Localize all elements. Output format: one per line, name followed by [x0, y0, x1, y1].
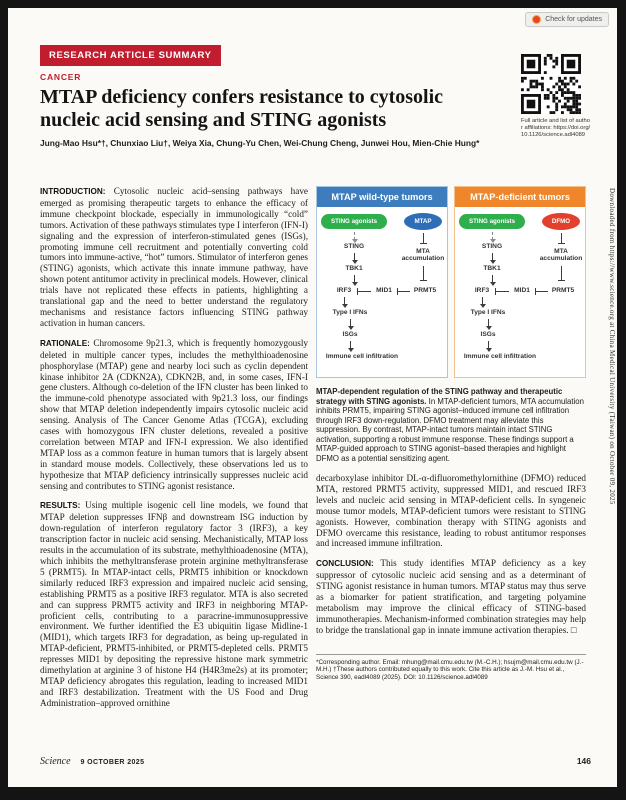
arrow-icon	[492, 253, 493, 261]
inhibition-icon	[423, 233, 424, 244]
node-mid1: MID1	[376, 287, 392, 294]
figure-caption-text: In MTAP-deficient tumors, MTA accumulation inhibits PRMT5, impairing STING agonist–induced immune cell infiltration through IRF3 down-regulation. DFMO treatment may alleviate this suppression. By contrast, MTAP-intact tumors maintain intact STING activation, supporting a robust immune response. These findings support a MTAP-guided approach to STING agonist–based therapies and highlight DFMO as a potential sensitizing agent.	[316, 396, 584, 463]
dashed-arrow-icon	[492, 232, 493, 240]
article-title: MTAP deficiency confers resistance to cytosolic nucleic acid sensing and STING agonists	[40, 86, 444, 131]
node-prmt5: PRMT5	[413, 287, 437, 294]
node-sting: STING	[343, 243, 365, 250]
mtap-pill: MTAP	[404, 213, 442, 230]
node-mta-accumulation: MTA accumulation	[539, 248, 583, 263]
figure-caption	[316, 387, 586, 463]
arrow-icon	[354, 275, 355, 283]
arrow-icon	[354, 253, 355, 261]
introduction-paragraph	[40, 186, 308, 329]
arrow-icon	[492, 275, 493, 283]
node-mta-accumulation: MTA accumulation	[401, 248, 445, 263]
inhibition-icon	[423, 266, 424, 281]
check-for-updates-label: Check for updates	[545, 16, 602, 23]
inhibition-icon	[535, 291, 548, 292]
inhibition-icon	[495, 291, 509, 292]
journal-name: Science	[40, 756, 71, 767]
qr-code[interactable]	[521, 54, 581, 114]
node-tbk1: TBK1	[483, 265, 501, 272]
node-isgs: ISGs	[342, 331, 358, 338]
rationale-text: Chromosome 9p21.3, which is frequently homozygously deleted in multiple cancer types, includes the methylthioadenosine phosphorylase (MTAP) gene and nearby loci such as cyclin dependent kinase inhibitor 2A (CDKN2A), CDKN2B, and, in some cases, IFN-I gene clusters. Although co-deletion of the IFN cluster has been linked to the immune-cold phenotype associated with 9p21.3 loss, our findings show that MTAP deletion independently impairs cytosolic nucleic acid sensing. Analysis of The Cancer Genome Atlas (TCGA), excluding cases with homozygous IFN cluster deletions, revealed a positive correlation between MTAP and IFN-I expression. We also identified MTAP loss as a common feature in human tumors that is largely absent in standard mouse models. Collectively, these observations led us to hypothesize that MTAP deficiency intrinsically suppresses nucleic acid sensing and contributes to STING agonist resistance.	[40, 337, 308, 491]
conclusion-text: This study identifies MTAP deficiency as a key suppressor of cytosolic nucleic acid sensing and as a determinant of STING agonist resistance in human tumors. MTAP status may thus serve as a biomarker for patient stratification, and targeting polyamine metabolism may improve the clinical efficacy of STING-based immunotherapies. Mechanism-informed combination strategies may help to bridge the translational gap in innate immune activation therapies. □	[316, 558, 586, 635]
panel-title-deficient: MTAP-deficient tumors	[455, 187, 585, 207]
sting-agonists-pill: STING agonists	[459, 214, 525, 229]
figure-panel-deficient	[454, 186, 586, 378]
arrow-icon	[488, 341, 489, 349]
pathway-figure	[316, 186, 586, 378]
node-mid1: MID1	[514, 287, 530, 294]
panel-title-wildtype: MTAP wild-type tumors	[317, 187, 447, 207]
corresponding-author-footnote: *Corresponding author. Email: mhung@mail.cmu.edu.tw (M.-C.H.); hsujm@mail.cmu.edu.tw (J.-M.H.) †These authors contributed equally to this work. Cite this article as J.-M. Hsu et al., Science 390, eadl4089 (2025). DOI: 10.1126/science.adl4089	[316, 654, 586, 682]
page-footer	[40, 756, 591, 767]
results-label: RESULTS:	[40, 501, 81, 511]
introduction-text: Cytosolic nucleic acid–sensing pathways have emerged as promising therapeutic targets to enhance the efficacy of immune checkpoint blockade, especially in immunologically “cold” tumors. Activation of these pathways stimulates type I interferon (IFN-I) signaling and the expression of interferon-stimulated genes (ISGs), promoting immune cell recruitment and potentially converting cold tumors into immune-active, “hot” tumors. Stimulator of interferon genes (STING) agonists, which activate this innate immune pathway, have shown potent antitumor activity in preclinical models. However, clinical trials have not replicated these effects in patients, highlighting a translational gap and the need to better understand the regulatory mechanisms and resistance factors influencing STING pathway activation in human cancers.	[40, 186, 308, 328]
dashed-arrow-icon	[354, 232, 355, 240]
node-immune-infiltration: Immune cell infiltration	[463, 353, 537, 360]
inhibition-icon	[397, 291, 410, 292]
rationale-paragraph	[40, 338, 308, 492]
panel-body-deficient	[455, 207, 585, 377]
inhibition-icon	[561, 266, 562, 281]
arrow-icon	[344, 297, 345, 305]
check-for-updates-button[interactable]	[525, 12, 609, 27]
node-irf3: IRF3	[474, 287, 490, 294]
node-isgs: ISGs	[480, 331, 496, 338]
arrow-icon	[350, 319, 351, 327]
download-provenance-text: Downloaded from https://www.science.org at China Medical University (Taiwan) on October 09, 2025	[608, 188, 616, 505]
arrow-icon	[482, 297, 483, 305]
node-sting: STING	[481, 243, 503, 250]
panel-body-wildtype	[317, 207, 447, 377]
author-list: Jung-Mao Hsu*†, Chunxiao Liu†, Weiya Xia, Chung-Yu Chen, Wei-Chung Cheng, Junwei Hou, Mien-Chie Hung*	[40, 138, 480, 148]
qr-caption: Full article and list of author affiliations: https://doi.org/10.1126/science.adl4089	[521, 118, 591, 139]
node-immune-infiltration: Immune cell infiltration	[325, 353, 399, 360]
node-type-i-ifns: Type I IFNs	[470, 309, 506, 316]
qr-block	[521, 54, 593, 140]
issue-date: 9 OCTOBER 2025	[80, 759, 145, 766]
inhibition-icon	[561, 233, 562, 244]
results-text: Using multiple isogenic cell line models, we found that MTAP deletion suppresses IFNβ and downstream ISG induction by down-regulation of interferon regulatory factor 3 (IRF3), a key transcription factor in nucleic acid sensing. Mechanistically, MTAP loss results in the accumulation of its substrate, methylthioadenosine (MTA), which inhibits the methyltransferase protein arginine methyltransferase 5 (PRMT5). In MTAP-intact cells, PRMT5 inhibition or knockdown similarly reduced IRF3 expression and impaired nucleic acid sensing, establishing PRMT5 as a positive IRF3 regulator. MTA is also secreted and can suppress PRMT5 activity and IRF3 in neighboring MTAP-proficient cells, contributing to a paracrine-immunosuppressive environment. We further identified the E3 ubiquitin ligase Midline-1 (MID1), which targets IRF3 for degradation, as being up-regulated in MTAP-deficient, PRMT5-inhibited, or PRMT5-depleted cells. PRMT5 represses MID1 by depositing the repressive histone mark symmetric dimethylation at arginine 3 of histone H4 (H4R3me2s) at its promoter; MTAP deficiency abrogates this regulation, leading to increased MID1 and IRF3 destabilization. Treatment with the US Food and Drug Administration–approved ornithine	[40, 500, 308, 708]
node-type-i-ifns: Type I IFNs	[332, 309, 368, 316]
left-column	[40, 186, 308, 718]
arrow-icon	[488, 319, 489, 327]
node-irf3: IRF3	[336, 287, 352, 294]
article-category: CANCER	[40, 72, 82, 82]
conclusion-label: CONCLUSION:	[316, 559, 374, 569]
node-prmt5: PRMT5	[551, 287, 575, 294]
dfmo-pill: DFMO	[542, 213, 580, 230]
right-column	[316, 186, 586, 682]
figure-panel-wildtype	[316, 186, 448, 378]
article-type-banner: RESEARCH ARTICLE SUMMARY	[40, 45, 221, 66]
arrow-icon	[350, 341, 351, 349]
article-page	[8, 8, 617, 787]
results-paragraph	[40, 500, 308, 708]
page-number: 146	[576, 756, 591, 766]
node-tbk1: TBK1	[345, 265, 363, 272]
figure-caption-lead: MTAP-dependent regulation of the STING pathway and therapeutic strategy with STING agonists.	[316, 387, 563, 406]
inhibition-icon	[357, 291, 371, 292]
conclusion-paragraph	[316, 558, 586, 635]
introduction-label: INTRODUCTION:	[40, 187, 106, 196]
crossmark-icon	[532, 15, 541, 24]
rationale-label: RATIONALE:	[40, 338, 90, 348]
results-continued-paragraph: decarboxylase inhibitor DL-α-difluoromethylornithine (DFMO) reduced MTA, restored PRMT5 activity, suppressed MID1, and rescued IRF3 levels and nucleic acid sensing in MTAP-deficient cells. In syngeneic mouse tumor models, MTAP-deficient tumors were resistant to STING agonists. However, combination therapy with STING agonists and DFMO overcame this resistance, leading to robust antitumor responses and increased immune infiltration.	[316, 473, 586, 549]
sting-agonists-pill: STING agonists	[321, 214, 387, 229]
